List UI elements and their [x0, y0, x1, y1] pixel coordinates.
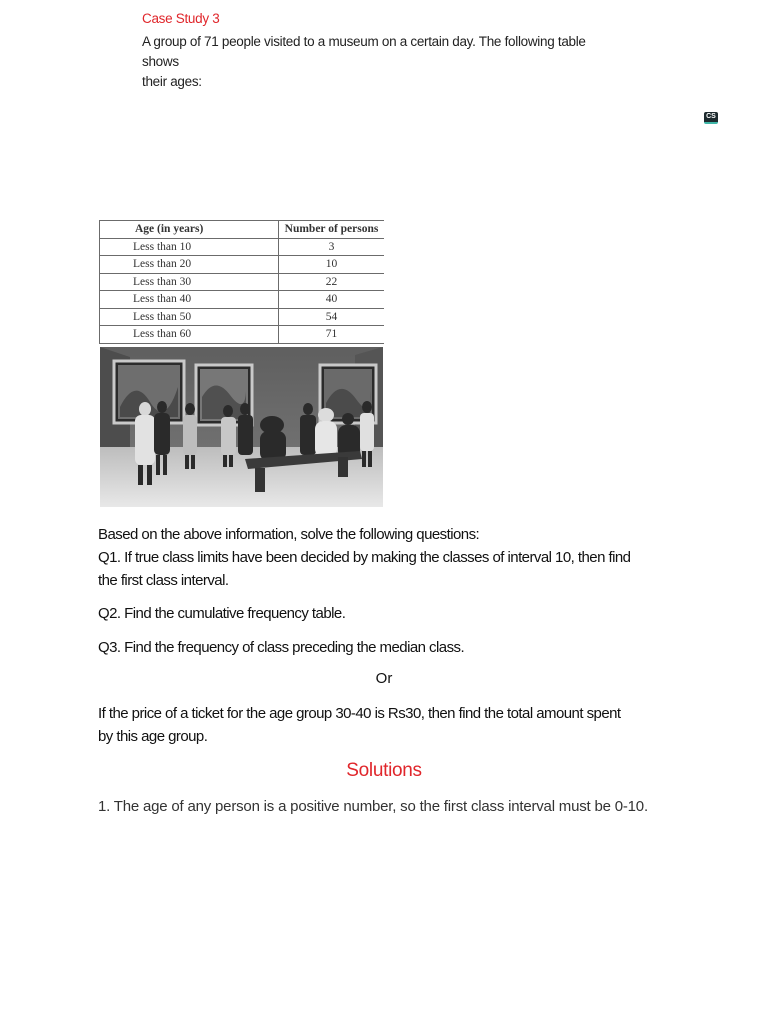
- table-row: [100, 326, 385, 344]
- intro-line-1: A group of 71 people visited to a museum on a certain day. The following table shows: [142, 34, 586, 69]
- alt-question-line-2: by this age group.: [98, 728, 208, 745]
- question-2: Q2. Find the cumulative frequency table.: [98, 605, 346, 622]
- persons-cell: 40: [279, 291, 385, 309]
- persons-cell: 10: [279, 256, 385, 274]
- table-row: [100, 308, 385, 326]
- age-cell: Less than 10: [100, 238, 279, 256]
- cs-app-badge-icon: CS: [704, 112, 718, 124]
- persons-cell: 22: [279, 273, 385, 291]
- persons-cell: 54: [279, 308, 385, 326]
- age-cell: Less than 30: [100, 273, 279, 291]
- case-study-title: Case Study 3: [142, 11, 220, 26]
- age-cell: Less than 40: [100, 291, 279, 309]
- header-persons: Number of persons: [279, 221, 385, 239]
- age-cell: Less than 20: [100, 256, 279, 274]
- solution-answer-1: 1. The age of any person is a positive number, so the first class interval must be 0-10.: [98, 798, 648, 815]
- table-row: [100, 291, 385, 309]
- questions-lead: Based on the above information, solve the following questions:: [98, 526, 480, 543]
- intro-text: [142, 32, 622, 92]
- age-cell: Less than 60: [100, 326, 279, 344]
- table-row: [100, 256, 385, 274]
- table-row: [100, 273, 385, 291]
- intro-line-2: their ages:: [142, 74, 202, 89]
- or-separator: Or: [375, 670, 393, 687]
- alt-question-line-1: If the price of a ticket for the age group 30-40 is Rs30, then find the total amount spent: [98, 705, 621, 722]
- age-frequency-table: [99, 220, 384, 344]
- table-header-row: [100, 221, 385, 239]
- question-3: Q3. Find the frequency of class preceding the median class.: [98, 639, 465, 656]
- persons-cell: 71: [279, 326, 385, 344]
- persons-cell: 3: [279, 238, 385, 256]
- table-row: [100, 238, 385, 256]
- solutions-heading: Solutions: [346, 760, 422, 781]
- header-age: Age (in years): [100, 221, 279, 239]
- age-cell: Less than 50: [100, 308, 279, 326]
- question-1-line-1: Q1. If true class limits have been decided by making the classes of interval 10, then find: [98, 549, 631, 566]
- museum-visitors-photo: [100, 347, 383, 507]
- question-1-line-2: the first class interval.: [98, 572, 229, 589]
